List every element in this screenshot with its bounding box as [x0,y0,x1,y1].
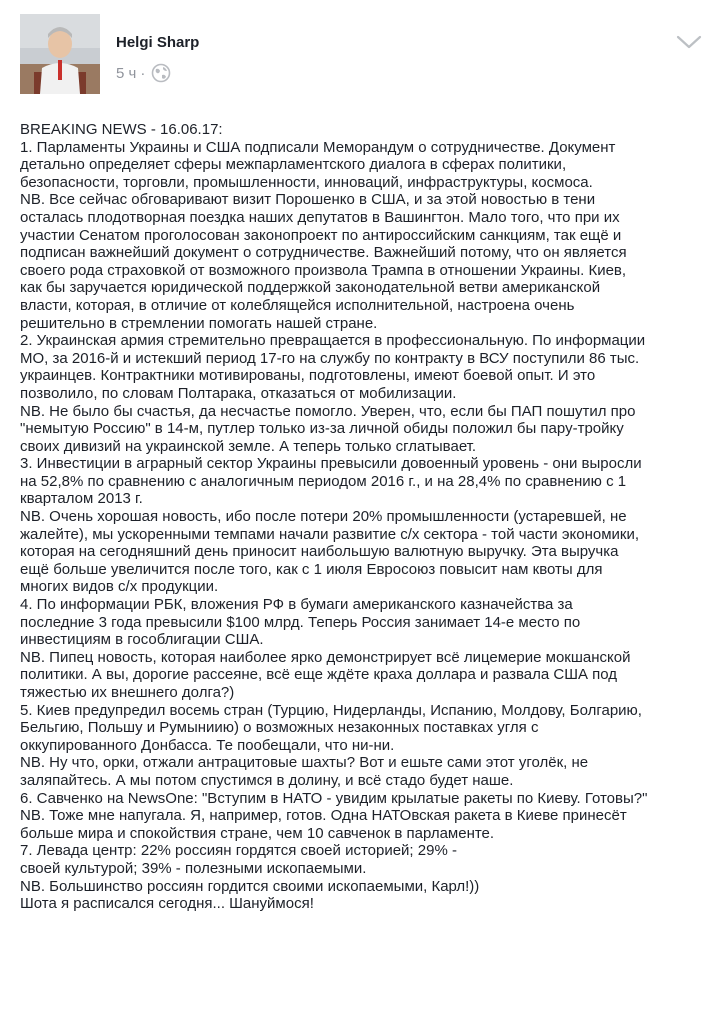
post-line: многих видов с/х продукции. [20,578,219,596]
post-line: украинцев. Контрактники мотивированы, подготовлены, имеют боевой опыт. И это [20,367,596,385]
post-line: ещё больше увеличится после того, как с 1 июля Евросоюз повысит нам квоты для [20,560,603,578]
post-line: Бельгию, Польшу и Румыниию) о возможных незаконных поставках угля с [20,719,539,737]
post-line: которая на сегодняшний день приносит наибольшую валютную выручку. Эта выручка [20,543,619,561]
post-line: 3. Инвестиции в аграрный сектор Украины превысили довоенный уровень - они выросли [20,455,642,473]
post-line: больше мира и спокойствия стране, чем 10 савченок в парламенте. [20,824,495,842]
post-line: оккупированного Донбасса. Те пообещали, что ни-ни. [20,736,395,754]
post-line: NB. Ну что, орки, отжали антрацитовые шахты? Вот и ешьте сами этот уголёк, не [20,754,589,772]
post-header [20,14,710,98]
post-paragraph-4 [20,596,704,702]
chevron-down-icon[interactable] [676,34,702,50]
post-line: 1. Парламенты Украины и США подписали Меморандум о сотрудничестве. Документ [20,138,616,156]
post-line: безопасности, торговли, промышленности, инноваций, инфраструктуры, космоса. [20,173,593,191]
post-body [20,121,704,913]
post-line: инвестициям в гособлигации США. [20,631,264,649]
post-line: участии Сенатом проголосован законопроект по антироссийским санкциям, так ещё и [20,226,622,244]
post-line: 5. Киев предупредил восемь стран (Турцию, Нидерланды, Испанию, Молдову, Болгарию, [20,701,642,719]
post-headline: BREAKING NEWS - 16.06.17: [20,121,223,138]
post-paragraph-7 [20,842,704,912]
globe-icon[interactable] [151,63,171,83]
post-line: NB. Тоже мне напугала. Я, например, готов. Одна НАТОвская ракета в Киеве принесёт [20,807,627,825]
post-line: решительно в стремлении помогать нашей стране. [20,314,378,332]
post-line: NB. Очень хорошая новость, ибо после потери 20% промышленности (устаревшей, не [20,508,627,526]
post-line: кварталом 2013 г. [20,490,143,508]
post-line: МО, за 2016-й и истекший период 17-го на службу по контракту в ВСУ поступили 86 тыс. [20,349,640,367]
post-line: на 52,8% по сравнению с аналогичным периодом 2016 г., и на 28,4% по сравнению с 1 [20,472,627,490]
post-line: "немытую Россию" в 14-м, путлер только из-за личной обиды положил бы пару-тройку [20,420,624,438]
post-line: NB. Большинство россиян гордится своими ископаемыми, Карл!)) [20,877,480,895]
post-line: последние 3 года превысили $100 млрд. Теперь Россия занимает 14-е место по [20,613,581,631]
post-paragraph-2 [20,332,704,455]
post-line: как бы заручается юридической поддержкой законодательной ветви американской [20,279,601,297]
post-line: своей культурой; 39% - полезными ископаемыми. [20,859,367,877]
post-paragraph-5 [20,702,704,790]
post-line: детально определяет сферы межпарламентского диалога в сферах политики, [20,156,567,174]
post-line: тяжестью их внешнего долга?) [20,684,235,701]
post-paragraph-6 [20,790,704,843]
post-line: позволило, по словам Полтарака, отказаться от мобилизации. [20,384,457,402]
post-line: жалейте), мы ускоренными темпами начали развитие с/х сектора - той части экономики, [20,525,639,543]
post-paragraph-3 [20,455,704,596]
post-line: NB. Пипец новость, которая наиболее ярко демонстрирует всё лицемерие мокшанской [20,648,631,666]
post-line: осталась плодотворная поездка наших депутатов в Вашингтон. Мало того, что при их [20,208,620,226]
avatar-photo [20,14,100,94]
post-line: своих дивизий на украинской земле. А теперь только сглатывает. [20,437,477,455]
post-line: своего рода страховкой от возможного произвола Трампа в отношении Украины. Киев, [20,261,627,279]
post-time[interactable]: 5 ч [116,64,137,82]
post-line: 7. Левада центр: 22% россиян гордятся своей историей; 29% - [20,842,457,860]
post-line: 2. Украинская армия стремительно превращается в профессиональную. По информации [20,332,646,350]
meta-separator: · [140,64,146,82]
post-line: Шота я расписался сегодня... Шануймося! [20,895,314,913]
post-line: власти, которая, в отличие от колеблящейся исполнительной, настроена очень [20,296,575,314]
author-name[interactable]: Helgi Sharp [116,34,200,51]
post-line: заляпайтесь. А мы потом спустимся в долину, и всё стадо будет наше. [20,771,514,789]
post-line: 6. Савченко на NewsOne: "Вступим в НАТО - увидим крылатые ракеты по Киеву. Готовы?" [20,789,648,807]
post-line: политики. А вы, дорогие рассеяне, всё еще ждёте краха доллара и развала США под [20,666,618,684]
post-line: NB. Все сейчас обговаривают визит Порошенко в США, и за этой новостью в тени [20,191,596,209]
post-paragraph-1 [20,139,704,333]
post-line: 4. По информации РБК, вложения РФ в бумаги американского казначейства за [20,596,573,614]
post-line: подписан важнейший документ о сотрудничестве. Важнейший потому, что он является [20,244,627,262]
avatar[interactable] [20,14,100,94]
post-line: NB. Не было бы счастья, да несчастье помогло. Уверен, что, если бы ПАП пошутил про [20,402,636,420]
post-meta [116,62,171,84]
